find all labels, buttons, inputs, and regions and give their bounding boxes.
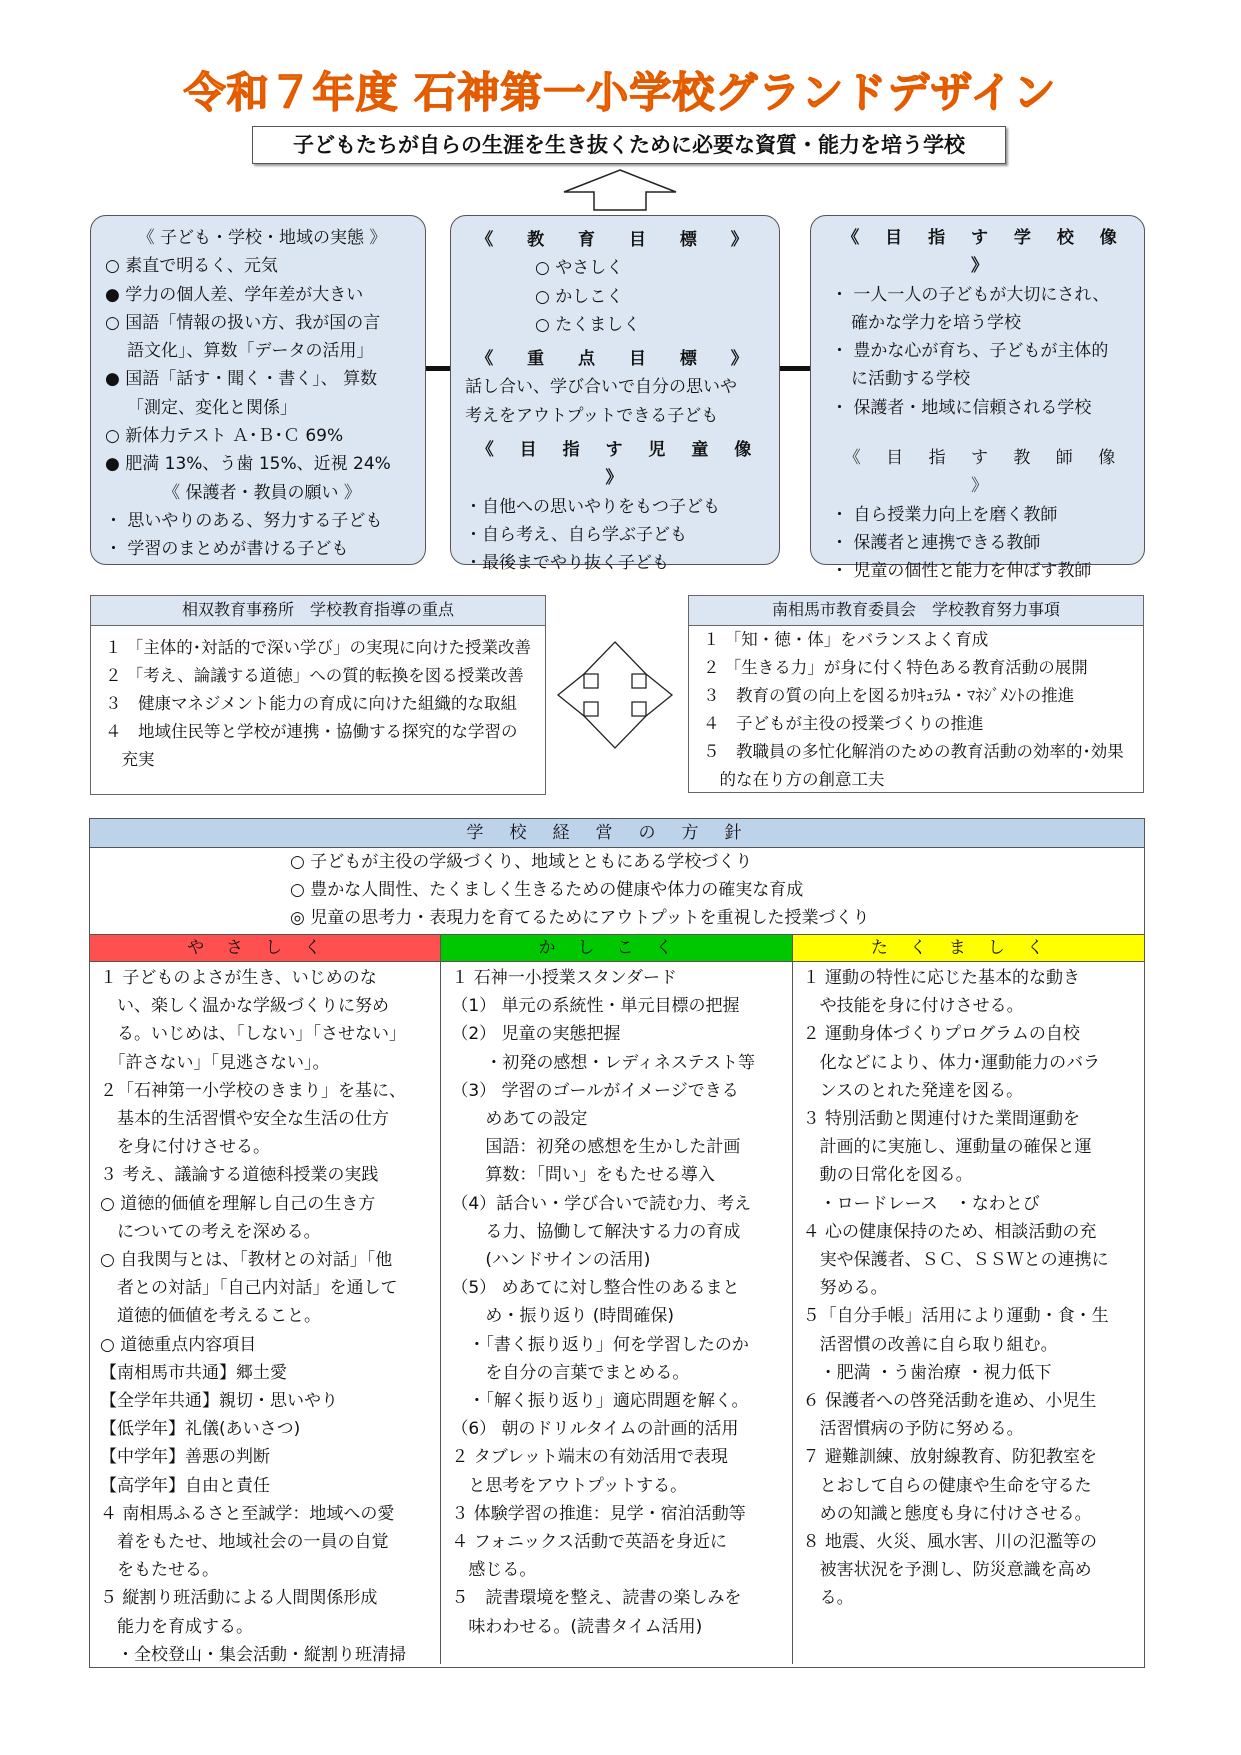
list-item: ・ 一人一人の子どもが大切にされ、 [831,284,1110,305]
list-item: ● 国語「話す・聞く・書く」、 算数 [105,369,378,390]
list-item: （1） 単元の系統性・単元目標の把握 [451,996,740,1017]
list-item: ４ 南相馬ふるさと至誠学：地域への愛 [100,1503,395,1524]
list-item: １ 「主体的･対話的で深い学び」の実現に向けた授業改善 [105,638,531,657]
list-item: （5） めあてに対し整合性のあるまと [451,1278,740,1299]
soso-office-box [90,595,546,795]
list-item: ・肥満 ・う歯治療 ・視力低下 [802,1362,1052,1383]
column-header-yasashiku: やさしく [90,935,440,962]
list-item: （4）話合い・学び合いで読む力、考え [451,1193,752,1214]
list-item: ・自ら考え、自ら学ぶ子ども [465,524,688,545]
column-header-takumashiku: たくましく [793,935,1144,962]
list-item: ・ 保護者・地域に信頼される学校 [831,397,1092,418]
list-item: ７ 避難訓練、放射線教育、防犯教室を [802,1447,1098,1468]
list-item: (ハンドサインの活用) [451,1250,651,1271]
policy-item: ○ 豊かな人間性、たくましく生きるための健康や体力の確実な育成 [290,880,804,900]
list-item: をもたせる。 [100,1560,219,1581]
list-item: ンスのとれた発達を図る。 [802,1080,1024,1101]
list-item: ○ やさしく [535,258,624,279]
list-item: ４ 心の健康保持のため、相談活動の充 [802,1221,1097,1242]
policy-item: ○ 子どもが主役の学級づくり、地域とともにある学校づくり [290,852,753,872]
list-item: 能力を育成する。 [100,1616,253,1637]
list-item: に活動する学校 [851,369,970,390]
list-item: ５ 読書環境を整え、読書の楽しみを [451,1588,742,1609]
goals-box [450,215,780,574]
list-item: ・自他への思いやりをもつ子ども [465,496,720,517]
ideal-teacher-heading: 《 目 指 す 教 師 像 》 [843,448,1126,497]
list-item: めの知識と態度も身に付けさせる。 [802,1503,1092,1524]
list-item: ○ 国語「情報の扱い方、我が国の言 [105,312,381,333]
school-motto: 子どもたちが自らの生涯を生き抜くために必要な資質・能力を培う学校 [252,126,1006,164]
list-item: ・全校登山・集会活動・縦割り班清掃 [100,1644,406,1665]
list-item: を身に付けさせる。 [100,1137,270,1158]
list-item: ・最後までやり抜く子ども [465,553,669,574]
list-item: 基本的生活習慣や安全な生活の仕方 [100,1109,389,1130]
list-item: ・ 自ら授業力向上を磨く教師 [831,504,1058,525]
list-item: 着をもたせ、地域社会の一員の自覚 [100,1532,389,1553]
list-item: ３ 体験学習の推進：見学・宿泊活動等 [451,1503,746,1524]
list-item: い、楽しく温かな学級づくりに努め [100,996,389,1017]
list-item: る力、協働して解決する力の育成 [451,1221,741,1242]
list-item: ５ 縦割り班活動による人間関係形成 [100,1588,378,1609]
list-item: ・ 豊かな心が育ち、子どもが主体的 [831,341,1109,362]
list-item: 【低学年】礼儀(あいさつ) [100,1419,301,1440]
list-item: ・ロードレース ・なわとび [802,1193,1040,1214]
list-item: ５「自分手帳」活用により運動・食・生 [802,1306,1109,1327]
up-arrow-icon [560,168,680,212]
list-item: （6） 朝のドリルタイムの計画的活用 [451,1419,739,1440]
list-item: 「許さない」「見逃さない」。 [100,1052,330,1073]
vision-box [810,215,1145,582]
list-item: 【中学年】善悪の判断 [100,1447,270,1468]
column-yasashiku [90,935,441,1664]
list-item: ２ 「考え、論議する道徳」への質的転換を図る授業改善 [105,666,524,685]
list-item: 【全学年共通】親切・思いやり [100,1391,338,1412]
list-item: ３ 考え、議論する道徳科授業の実践 [100,1165,379,1186]
connector-line [780,366,810,371]
list-item: ○ 新体力テスト Ａ･Ｂ･Ｃ 69% [105,426,344,447]
list-item: ● 学力の個人差、学年差が大きい [105,284,364,305]
list-item: ・ 保護者と連携できる教師 [831,532,1041,553]
ideal-school-heading: 《 目 指 す 学 校 像 》 [842,228,1127,277]
list-item: 被害状況を予測し、防災意識を高め [802,1560,1092,1581]
list-item: る。いじめは、「しない」「させない」 [100,1024,406,1045]
list-item: 算数：「問い」をもたせる導入 [451,1165,715,1186]
list-item: ８ 地震、火災、風水害、川の氾濫等の [802,1532,1098,1553]
list-item: 充実 [105,750,155,769]
list-item: ３ 教育の質の向上を図るｶﾘｷｭﾗﾑ・ﾏﾈｼﾞﾒﾝﾄの推進 [703,686,1075,705]
list-item: ○ かしこく [535,286,624,307]
list-item: ２ タブレット端末の有効活用で表現 [451,1447,728,1468]
list-item: 活習慣病の予防に努める。 [802,1419,1024,1440]
list-item: 計画的に実施し、運動量の確保と運 [802,1137,1092,1158]
list-item: 語文化」、算数「データの活用」 [127,341,374,362]
policy-item: ◎ 児童の思考力・表現力を育てるためにアウトプットを重視した授業づくり [290,908,870,928]
list-item: 【南相馬市共通】郷土愛 [100,1362,287,1383]
list-item: 話し合い、学び合いで自分の思いや [465,377,737,398]
list-item: １ 「知・徳・体」をバランスよく育成 [703,630,989,649]
list-item: （3） 学習のゴールがイメージできる [451,1080,739,1101]
list-item: ・ 学習のまとめが書ける子ども [105,539,349,560]
list-item: や技能を身に付けさせる。 [802,996,1024,1017]
list-item: ○ たくましく [535,314,641,335]
city-board-heading: 南相馬市教育委員会 学校教育努力事項 [689,596,1143,626]
list-item: めあての設定 [451,1109,588,1130]
list-item: る。 [802,1588,854,1609]
four-way-arrow-icon [552,636,678,754]
list-item: ５ 教職員の多忙化解消のための教育活動の効率的･効果 [703,742,1124,761]
list-item: ３ 健康マネジメント能力の育成に向けた組織的な取組 [105,694,518,713]
list-item: 考えをアウトプットできる子ども [465,405,719,426]
list-item: ● 肥満 13%、う歯 15%、近視 24% [105,454,391,475]
focus-goals-heading: 《 重 点 目 標 》 [476,349,762,370]
list-item: 味わわせる。(読書タイム活用) [451,1616,703,1637]
list-item: ○ 道徳的価値を理解し自己の生き方 [100,1193,376,1214]
list-item: ・初発の感想・レディネステスト等 [451,1052,755,1073]
list-item: 国語：初発の感想を生かした計画 [451,1137,741,1158]
policy-heading: 学校経営の方針 [90,819,1144,848]
list-item: ４ 地域住民等と学校が連携・協働する探究的な学習の [105,722,518,741]
list-item: 努める。 [802,1278,888,1299]
wishes-heading: 《 保護者・教員の願い 》 [163,482,361,503]
list-item: め・振り返り (時間確保) [451,1306,674,1327]
list-item: ２ 「生きる力」が身に付く特色ある教育活動の展開 [703,658,1088,677]
list-item: ２ 運動身体づくりプログラムの自校 [802,1024,1080,1045]
list-item: についての考えを深める。 [100,1221,321,1242]
list-item: 感じる。 [451,1560,537,1581]
list-item: 確かな学力を培う学校 [851,312,1021,333]
list-item: ３ 特別活動と関連付けた業間運動を [802,1109,1081,1130]
soso-office-heading: 相双教育事務所 学校教育指導の重点 [91,596,545,626]
list-item: １ 運動の特性に応じた基本的な動き [802,968,1081,988]
list-item: １ 石神一小授業スタンダード [451,968,678,988]
education-goals-heading: 《 教 育 目 標 》 [476,230,762,250]
list-item: 道徳的価値を考えること。 [100,1306,321,1327]
list-item: ４ フォニックス活動で英語を身近に [451,1532,728,1553]
school-management-policy [89,818,1145,1668]
list-item: ○ 自我関与とは、「教材との対話」「他 [100,1250,393,1271]
list-item: ６ 保護者への啓発活動を進め、小児生 [802,1391,1097,1412]
list-item: 者との対話」「自己内対話」を通して [100,1278,398,1299]
current-state-heading: 《 子ども・学校・地域の実態 》 [137,228,387,248]
list-item: ４ 子どもが主役の授業づくりの推進 [703,714,984,733]
list-item: 的な在り方の創意工夫 [703,770,885,789]
column-takumashiku [793,935,1144,1664]
column-kashikoku [441,935,792,1664]
list-item: ２「石神第一小学校のきまり」を基に、 [100,1080,406,1101]
ideal-child-heading: 《 目 指 す 児 童 像 》 [476,440,762,489]
list-item: ○ 素直で明るく、元気 [105,256,278,277]
current-state-box [90,215,426,565]
list-item: ・「解く振り返り」適応問題を解く。 [451,1391,749,1412]
list-item: ・ 思いやりのある、努力する子ども [105,510,383,531]
list-item: と思考をアウトプットする。 [451,1475,688,1496]
connector-line [426,366,450,371]
city-board-box [688,595,1144,793]
list-item: 活習慣の改善に自ら取り組む。 [802,1334,1058,1355]
list-item: ・「書く振り返り」何を学習したのか [451,1334,749,1355]
list-item: 実や保護者、ＳＣ、ＳＳＷとの連携に [802,1250,1109,1271]
list-item: １ 子どものよさが生き、いじめのな [100,968,377,988]
column-header-kashikoku: かしこく [441,935,791,962]
list-item: （2） 児童の実態把握 [451,1024,621,1045]
list-item: 【高学年】自由と責任 [100,1475,270,1496]
page-title: 令和７年度 石神第一小学校グランドデザイン [140,60,1100,120]
list-item: 化などにより、体力･運動能力のバラ [802,1052,1101,1073]
list-item: 「測定、変化と関係」 [127,397,297,418]
list-item: ○ 道徳重点内容項目 [100,1334,257,1355]
list-item: とおして自らの健康や生命を守るた [802,1475,1092,1496]
list-item: 動の日常化を図る。 [802,1165,973,1186]
list-item: を自分の言葉でまとめる。 [451,1362,690,1383]
list-item: ・ 児童の個性と能力を伸ばす教師 [831,561,1092,582]
